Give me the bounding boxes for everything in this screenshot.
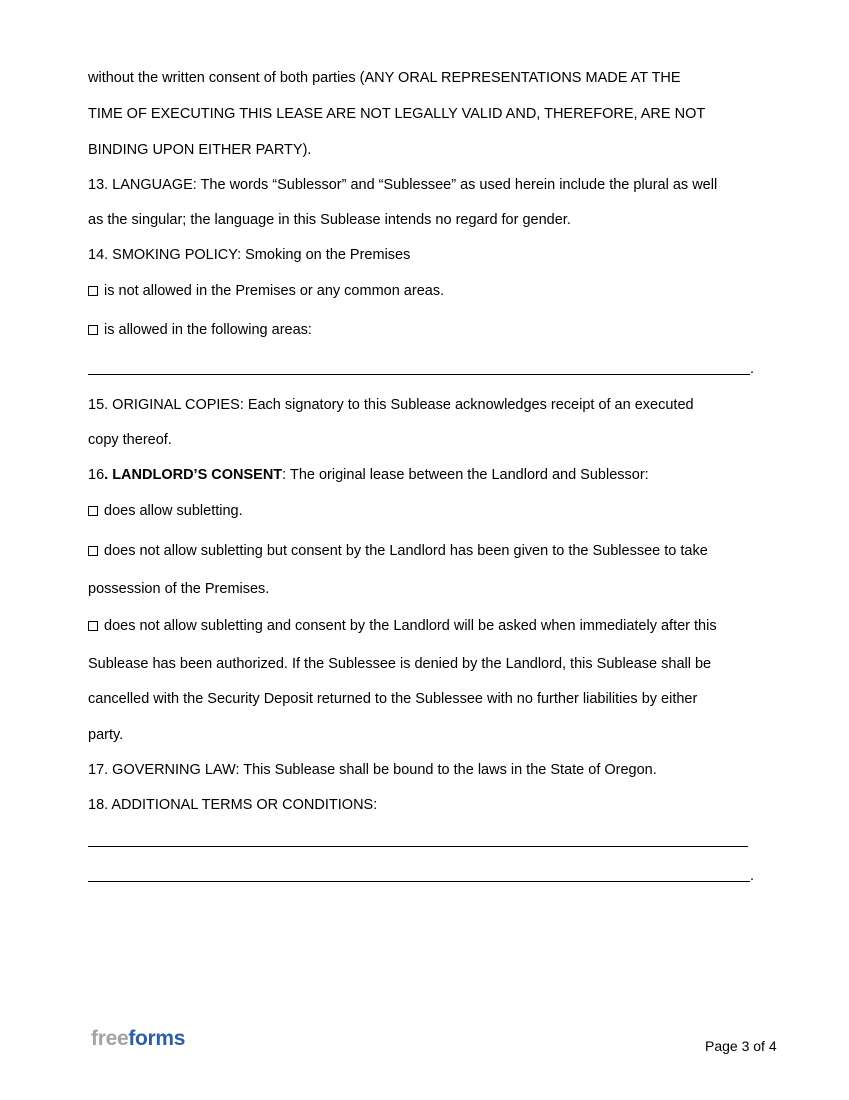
section-heading: . LANDLORD’S CONSENT: [104, 467, 283, 483]
paragraph-line: cancelled with the Security Deposit returned to the Sublessee with no further liabilities by either: [88, 691, 698, 707]
additional-terms-blank-line[interactable]: [88, 846, 748, 847]
smoking-option-allowed[interactable]: [88, 321, 312, 339]
blank-line-period: .: [750, 868, 755, 884]
freeforms-logo: [91, 1027, 185, 1051]
blank-line-period: .: [750, 361, 755, 377]
consent-option-given[interactable]: [88, 542, 708, 560]
section-17-governing-law: 17. GOVERNING LAW: This Sublease shall be bound to the laws in the State of Oregon.: [88, 762, 657, 778]
checkbox[interactable]: [88, 286, 98, 296]
paragraph-line: without the written consent of both parties (ANY ORAL REPRESENTATIONS MADE AT THE: [88, 70, 681, 86]
checkbox[interactable]: [88, 506, 98, 516]
section-15-original-copies: 15. ORIGINAL COPIES: Each signatory to this Sublease acknowledges receipt of an executed: [88, 397, 694, 413]
section-16-landlords-consent: [88, 466, 649, 484]
paragraph-line: copy thereof.: [88, 432, 172, 448]
paragraph-line: as the singular; the language in this Sublease intends no regard for gender.: [88, 212, 571, 228]
logo-forms-text: forms: [128, 1027, 186, 1050]
smoking-areas-blank-line[interactable]: [88, 374, 750, 375]
checkbox[interactable]: [88, 621, 98, 631]
paragraph-line: possession of the Premises.: [88, 581, 270, 597]
additional-terms-blank-line[interactable]: [88, 881, 750, 882]
smoking-option-not-allowed[interactable]: [88, 282, 444, 300]
section-14-smoking-policy: 14. SMOKING POLICY: Smoking on the Premises: [88, 247, 411, 263]
option-label: does not allow subletting and consent by the Landlord will be asked when immediately after this: [104, 618, 717, 634]
section-13-language: 13. LANGUAGE: The words “Sublessor” and “Sublessee” as used herein include the plural as well: [88, 177, 718, 193]
paragraph-line: Sublease has been authorized. If the Sublessee is denied by the Landlord, this Sublease shall be: [88, 656, 712, 672]
page-number: Page 3 of 4: [705, 1038, 777, 1054]
consent-option-to-be-asked[interactable]: [88, 617, 717, 635]
paragraph-line: party.: [88, 727, 124, 743]
paragraph-line: BINDING UPON EITHER PARTY).: [88, 142, 312, 158]
option-label: does not allow subletting but consent by the Landlord has been given to the Sublessee to take: [104, 543, 708, 559]
checkbox[interactable]: [88, 546, 98, 556]
paragraph-line: TIME OF EXECUTING THIS LEASE ARE NOT LEGALLY VALID AND, THEREFORE, ARE NOT: [88, 106, 706, 122]
section-number: 16: [88, 467, 105, 483]
section-18-additional-terms: 18. ADDITIONAL TERMS OR CONDITIONS:: [88, 797, 378, 813]
logo-free-text: free: [91, 1027, 129, 1050]
option-label: is allowed in the following areas:: [104, 322, 312, 338]
consent-option-allow[interactable]: [88, 502, 243, 520]
option-label: does allow subletting.: [104, 503, 243, 519]
checkbox[interactable]: [88, 325, 98, 335]
section-text: : The original lease between the Landlord and Sublessor:: [282, 467, 649, 483]
option-label: is not allowed in the Premises or any common areas.: [104, 283, 445, 299]
